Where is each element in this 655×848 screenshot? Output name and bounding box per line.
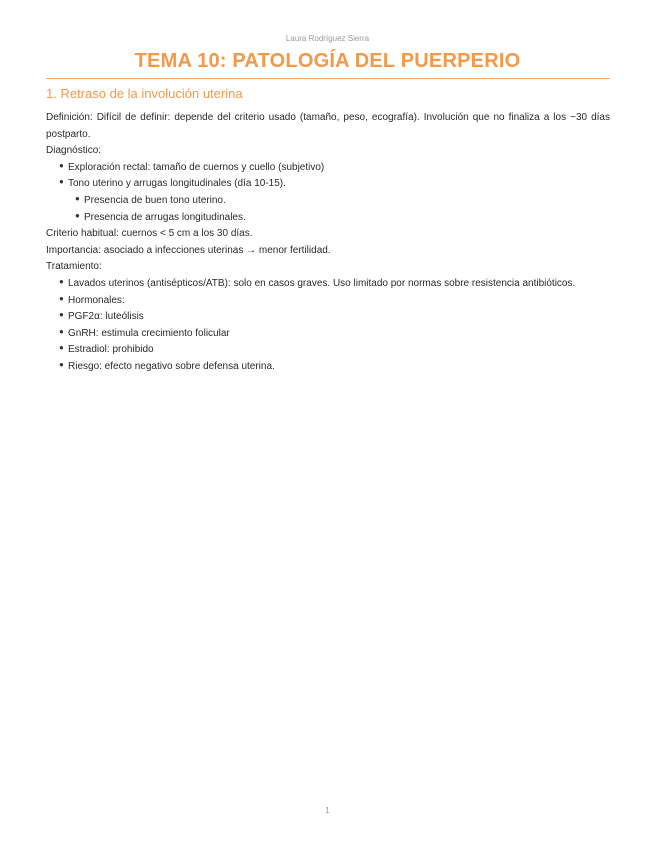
bullet-icon: ● <box>59 343 64 353</box>
list-item-text: Hormonales: <box>68 294 125 306</box>
bullet-icon: ● <box>59 276 64 286</box>
list-item <box>46 342 610 359</box>
list-item-text: Presencia de arrugas longitudinales. <box>84 211 246 223</box>
importancia-paragraph: Importancia: asociado a infecciones uterinas → menor fertilidad. <box>46 244 331 256</box>
bullet-icon: ● <box>59 359 64 369</box>
bullet-icon: ● <box>75 193 80 203</box>
list-item-text: Exploración rectal: tamaño de cuernos y cuello (subjetivo) <box>68 161 325 173</box>
page-number: 1 <box>325 806 330 815</box>
sub-list-item <box>46 193 610 210</box>
bullet-icon: ● <box>59 326 64 336</box>
list-item-text: GnRH: estimula crecimiento folicular <box>68 327 230 339</box>
sub-list-item <box>46 210 610 227</box>
list-item <box>46 160 610 177</box>
list-item-text: Tono uterino y arrugas longitudinales (día 10-15). <box>68 178 286 190</box>
list-item <box>46 309 610 326</box>
title-divider <box>46 78 610 79</box>
list-item-text: Presencia de buen tono uterino. <box>84 194 226 206</box>
definicion-paragraph: Definición: Difícil de definir: depende del criterio usado (tamaño, peso, ecografía). Involución que no finaliza a los ~30 días postparto. <box>46 112 610 140</box>
bullet-icon: ● <box>59 293 64 303</box>
list-item <box>46 326 610 343</box>
document-body <box>46 110 610 376</box>
list-item-text: Riesgo: efecto negativo sobre defensa uterina. <box>68 360 275 372</box>
list-item <box>46 276 610 293</box>
diagnostico-label: Diagnóstico: <box>46 145 102 157</box>
list-item <box>46 359 610 376</box>
bullet-icon: ● <box>59 310 64 320</box>
page-title: TEMA 10: PATOLOGÍA DEL PUERPERIO <box>134 50 521 72</box>
list-item-text: Lavados uterinos (antisépticos/ATB): solo en casos graves. Uso limitado por normas sobre resistencia antibióticos. <box>68 277 576 289</box>
header-author: Laura Rodríguez Sierra <box>285 34 370 43</box>
bullet-icon: ● <box>59 160 64 170</box>
list-item <box>46 293 610 310</box>
list-item-text: Estradiol: prohibido <box>68 344 154 356</box>
criterio-paragraph: Criterio habitual: cuernos < 5 cm a los 30 días. <box>46 228 253 240</box>
diagnostico-list <box>46 160 610 226</box>
section-heading: 1. Retraso de la involución uterina <box>46 86 243 101</box>
list-item-text: PGF2α: luteólisis <box>68 311 144 323</box>
bullet-icon: ● <box>59 177 64 187</box>
tratamiento-label: Tratamiento: <box>46 261 102 273</box>
bullet-icon: ● <box>75 210 80 220</box>
list-item <box>46 176 610 193</box>
tratamiento-list <box>46 276 610 376</box>
